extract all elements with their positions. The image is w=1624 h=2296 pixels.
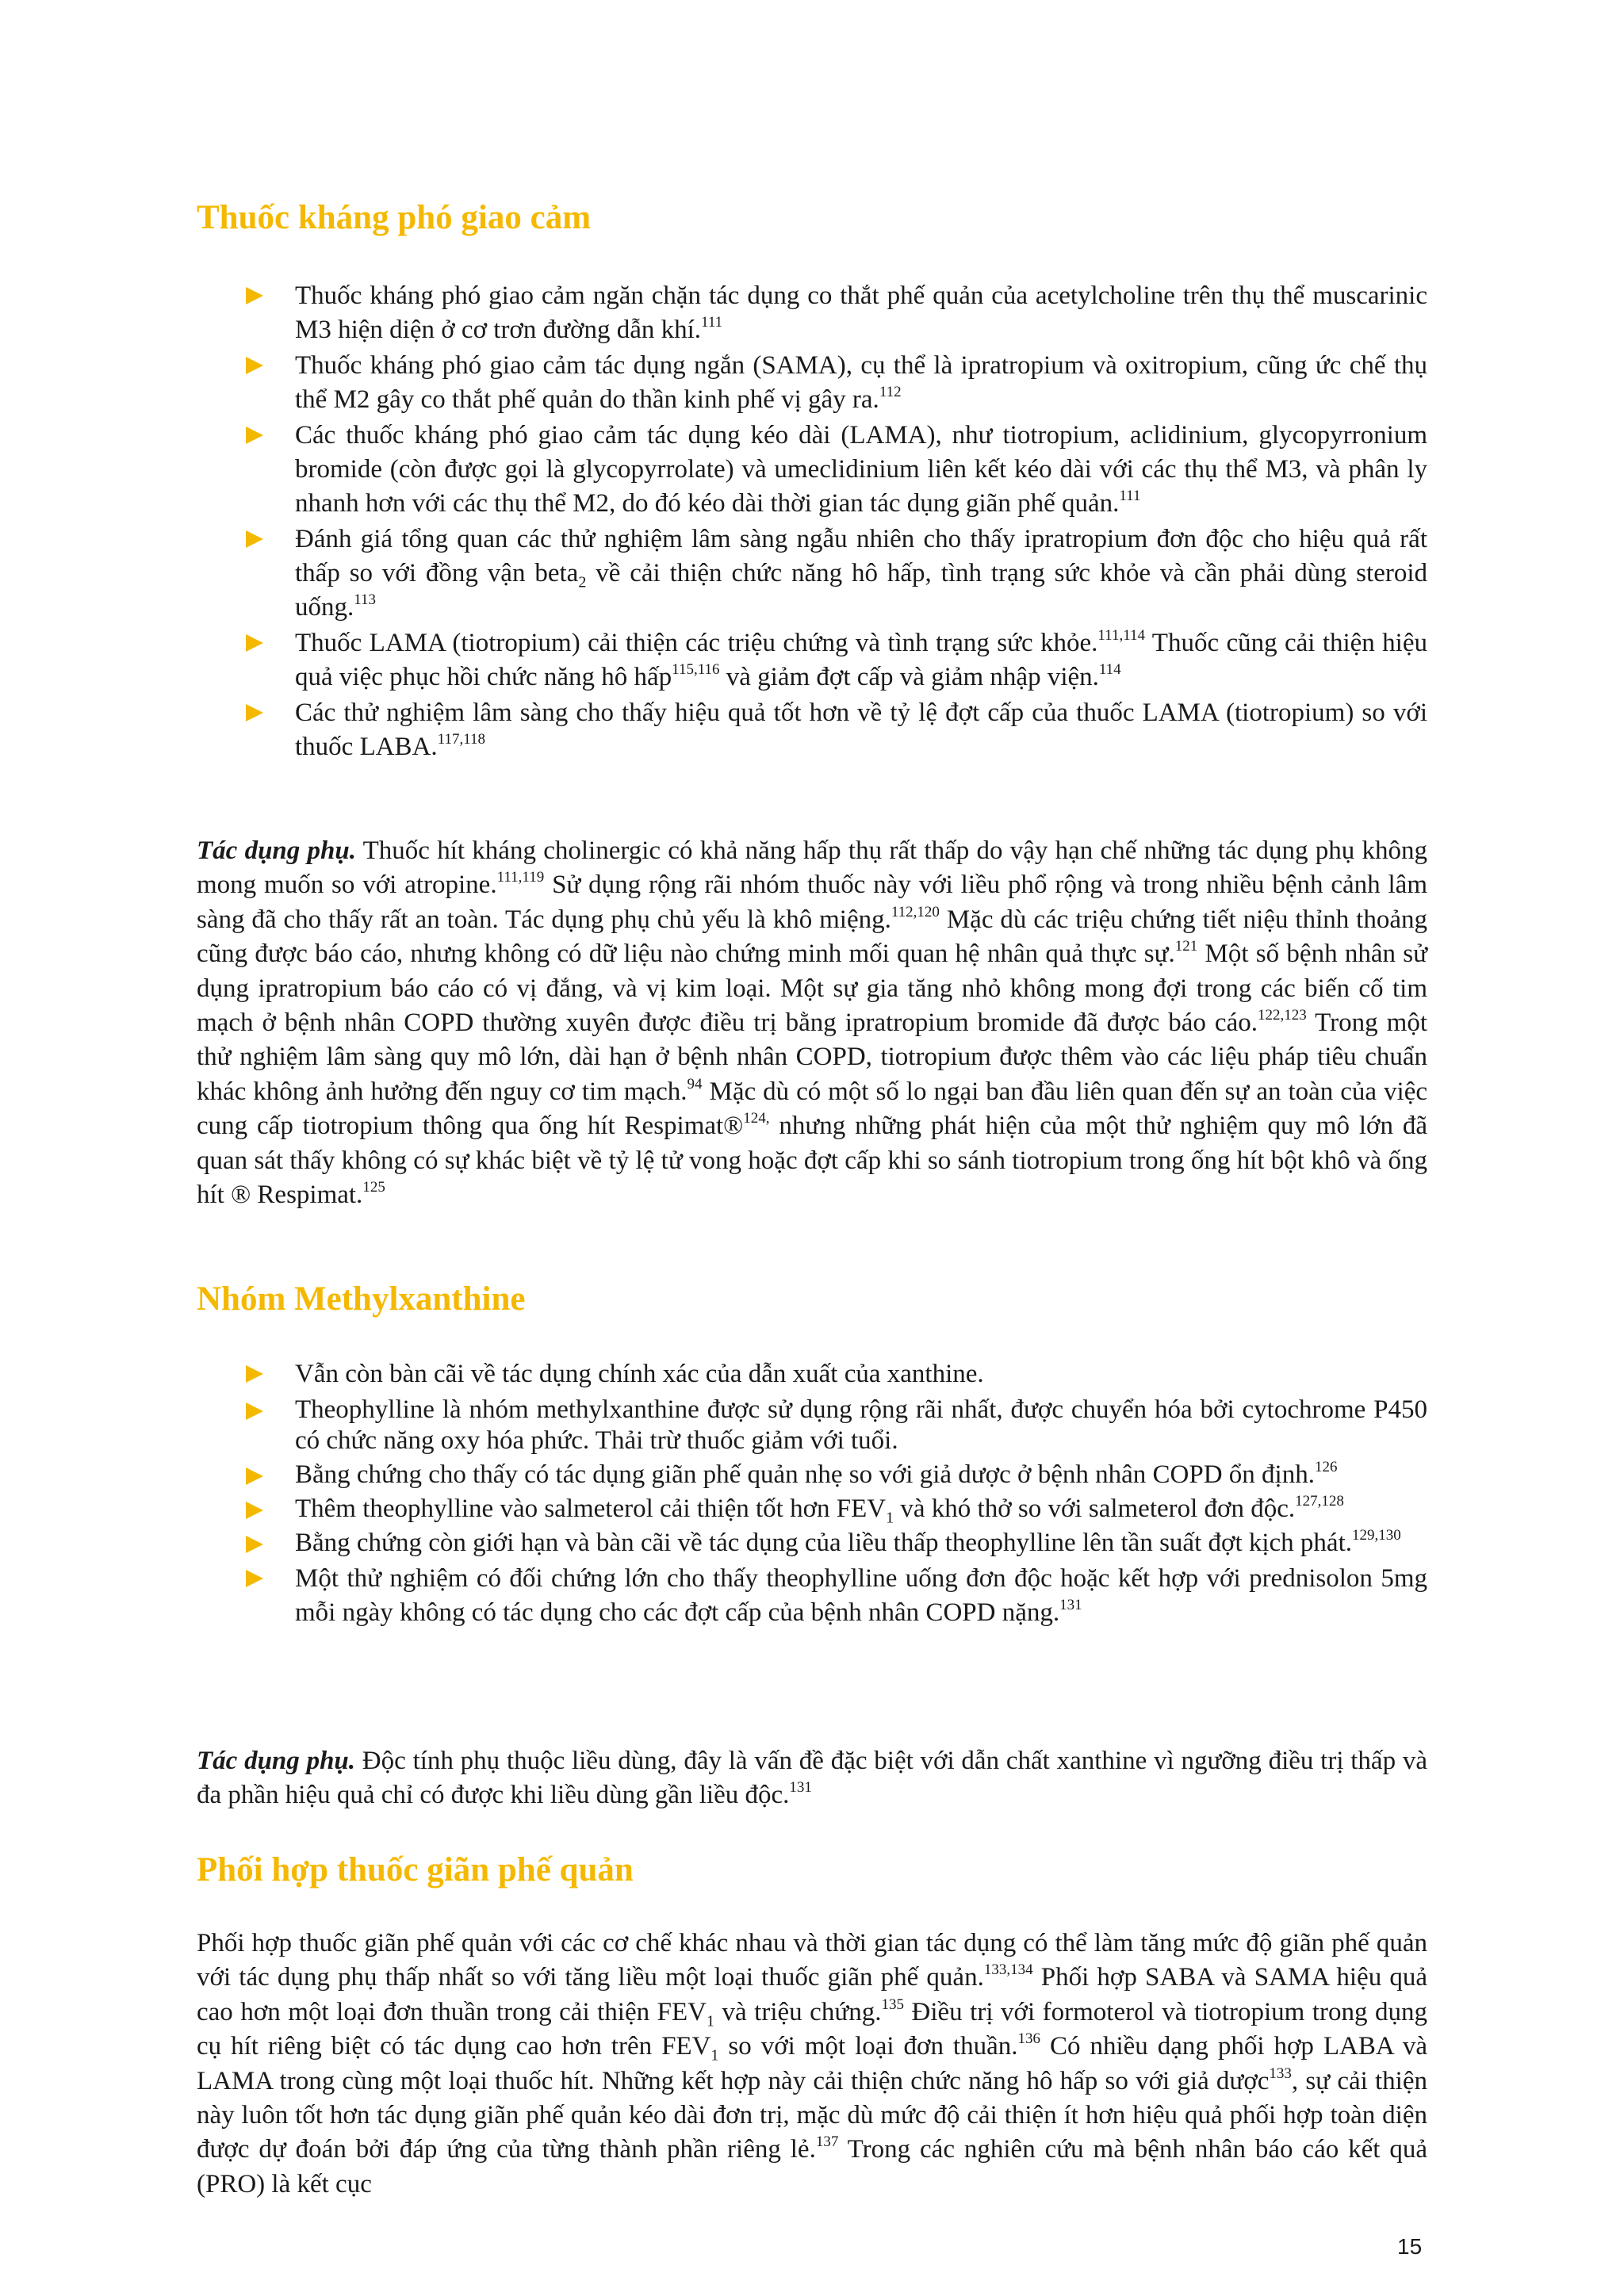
- triangle-right-icon: [246, 1468, 263, 1485]
- list-item: Theophylline là nhóm methylxanthine được sử dụng rộng rãi nhất, được chuyển hóa bởi cytochrome P450 có chức năng oxy hóa phức. Thải trừ thuốc giảm với tuổi.: [246, 1395, 1427, 1456]
- list-item: Bằng chứng còn giới hạn và bàn cãi về tác dụng của liều thấp theophylline lên tần suất đợt kịch phát.$^{129,130}$: [246, 1528, 1427, 1559]
- list-item: Bằng chứng cho thấy có tác dụng giãn phế quản nhẹ so với giả dược ở bệnh nhân COPD ổn định.$^{126}$: [246, 1460, 1427, 1490]
- triangle-right-icon: [246, 287, 263, 304]
- list-item: Các thuốc kháng phó giao cảm tác dụng kéo dài (LAMA), như tiotropium, aclidinium, glycopyrronium bromide (còn được gọi là glycopyrrolate) và umeclidinium liên kết kéo dài với các thụ thể M3, và phân ly nhanh hơn với các thụ thể M2, do đó kéo dài thời gian tác dụng giãn phế quản.$^{111}$: [246, 419, 1427, 521]
- list-item: Các thử nghiệm lâm sàng cho thấy hiệu quả tốt hơn về tỷ lệ đợt cấp của thuốc LAMA (tiotropium) so với thuốc LABA.$^{117,118}$: [246, 696, 1427, 764]
- list-item: Thuốc kháng phó giao cảm ngăn chặn tác dụng co thắt phế quản của acetylcholine trên thụ thể muscarinic M3 hiện diện ở cơ trơn đường dẫn khí.$^{111}$: [246, 279, 1427, 347]
- list-item: Thuốc LAMA (tiotropium) cải thiện các triệu chứng và tình trạng sức khỏe.$^{111,114}$ Thuốc cũng cải thiện hiệu quả việc phục hồi chức năng hô hấp$^{115,116}$ và giảm đợt cấp và giảm nhập viện.$^{114}$: [246, 626, 1427, 695]
- triangle-right-icon: [246, 1502, 263, 1519]
- bronchodilator-combination-paragraph: Phối hợp thuốc giãn phế quản với các cơ chế khác nhau và thời gian tác dụng có thể làm tăng mức độ giãn phế quản với tác dụng phụ thấp nhất so với tăng liều một loại thuốc giãn phế quản.$^{133,134}$ Phối hợp SABA và SAMA hiệu quả cao hơn một loại đơn thuần trong cải thiện $FEV_1$ và triệu chứng.$^{135}$ Điều trị với formoterol và tiotropium trong dụng cụ hít riêng biệt có tác dụng cao hơn trên $FEV_1$ so với một loại đơn thuần.$^{136}$ Có nhiều dạng phối hợp LABA và LAMA trong cùng một loại thuốc hít. Những kết hợp này cải thiện chức năng hô hấp so với giả dược$^{133}$, sự cải thiện này luôn tốt hơn tác dụng giãn phế quản kéo dài đơn trị, mặc dù mức độ cải thiện ít hơn hiệu quả phối hợp toàn diện được dự đoán bởi đáp ứng của từng thành phần riêng lẻ.$^{137}$ Trong các nghiên cứu mà bệnh nhân báo cáo kết quả (PRO) là kết cục: [197, 1929, 1428, 2198]
- triangle-right-icon: [246, 634, 263, 652]
- section-heading-bronchodilator-combination: Phối hợp thuốc giãn phế quản: [197, 1851, 634, 1888]
- triangle-right-icon: [246, 1402, 263, 1420]
- methylxanthine-bullet-list: [246, 1357, 1427, 1630]
- list-item: Một thử nghiệm có đối chứng lớn cho thấy theophylline uống đơn độc hoặc kết hợp với prednisolon 5mg mỗi ngày không có tác dụng cho các đợt cấp của bệnh nhân COPD nặng.$^{131}$: [246, 1562, 1427, 1630]
- anticholinergic-bullet-list: [246, 279, 1427, 764]
- triangle-right-icon: [246, 357, 263, 374]
- anticholinergic-side-effects-paragraph: Tác dụng phụ. Thuốc hít kháng cholinergic có khả năng hấp thụ rất thấp do vậy hạn chế những tác dụng phụ không mong muốn so với atropine.$^{111,119}$ Sử dụng rộng rãi nhóm thuốc này với liều phổ rộng và trong nhiều bệnh cảnh lâm sàng đã cho thấy rất an toàn. Tác dụng phụ chủ yếu là khô miệng.$^{112,120}$ Mặc dù các triệu chứng tiết niệu thỉnh thoảng cũng được báo cáo, nhưng không có dữ liệu nào chứng minh mối quan hệ nhân quả thực sự.$^{121}$ Một số bệnh nhân sử dụng ipratropium báo cáo có vị đắng, và vị kim loại. Một sự gia tăng nhỏ không mong đợi trong các biến cố tim mạch ở bệnh nhân COPD thường xuyên được điều trị bằng ipratropium bromide đã được báo cáo.$^{122,123}$ Trong một thử nghiệm lâm sàng quy mô lớn, dài hạn ở bệnh nhân COPD, tiotropium được thêm vào các liệu pháp tiêu chuẩn khác không ảnh hưởng đến nguy cơ tim mạch.$^{94}$ Mặc dù có một số lo ngại ban đầu liên quan đến sự an toàn của việc cung cấp tiotropium thông qua ống hít Respimat®$^{124,}$ nhưng những phát hiện của một thử nghiệm quy mô lớn đã quan sát thấy không có sự khác biệt về tỷ lệ tử vong hoặc đợt cấp khi so sánh tiotropium trong ống hít bột khô và ống hít ® Respimat.$^{125}$: [197, 836, 1427, 1210]
- list-item: Đánh giá tổng quan các thử nghiệm lâm sàng ngẫu nhiên cho thấy ipratropium đơn độc cho hiệu quả rất thấp so với đồng vận beta$_2$ về cải thiện chức năng hô hấp, tình trạng sức khỏe và cần phải dùng steroid uống.$^{113}$: [246, 522, 1427, 625]
- list-item: Thêm theophylline vào salmeterol cải thiện tốt hơn $FEV_1$ và khó thở so với salmeterol đơn độc.$^{127,128}$: [246, 1494, 1427, 1525]
- list-item: Thuốc kháng phó giao cảm tác dụng ngắn (SAMA), cụ thể là ipratropium và oxitropium, cũng ức chế thụ thể M2 gây co thắt phế quản do thần kinh phế vị gây ra.$^{112}$: [246, 349, 1427, 417]
- triangle-right-icon: [246, 1365, 263, 1383]
- triangle-right-icon: [246, 704, 263, 721]
- page-number: 15: [1397, 2234, 1423, 2259]
- triangle-right-icon: [246, 530, 263, 548]
- section-heading-methylxanthine: Nhóm Methylxanthine: [197, 1280, 526, 1318]
- triangle-right-icon: [246, 1570, 263, 1587]
- triangle-right-icon: [246, 427, 263, 444]
- triangle-right-icon: [246, 1536, 263, 1553]
- section-heading-anticholinergic: Thuốc kháng phó giao cảm: [197, 199, 592, 236]
- list-item: Vẫn còn bàn cãi về tác dụng chính xác của dẫn xuất của xanthine.: [246, 1357, 1427, 1391]
- methylxanthine-side-effects-paragraph: Tác dụng phụ. Độc tính phụ thuộc liều dùng, đây là vấn đề đặc biệt với dẫn chất xanthine vì ngưỡng điều trị thấp và đa phần hiệu quả chỉ có được khi liều dùng gần liều độc.$^{131}$: [197, 1747, 1427, 1810]
